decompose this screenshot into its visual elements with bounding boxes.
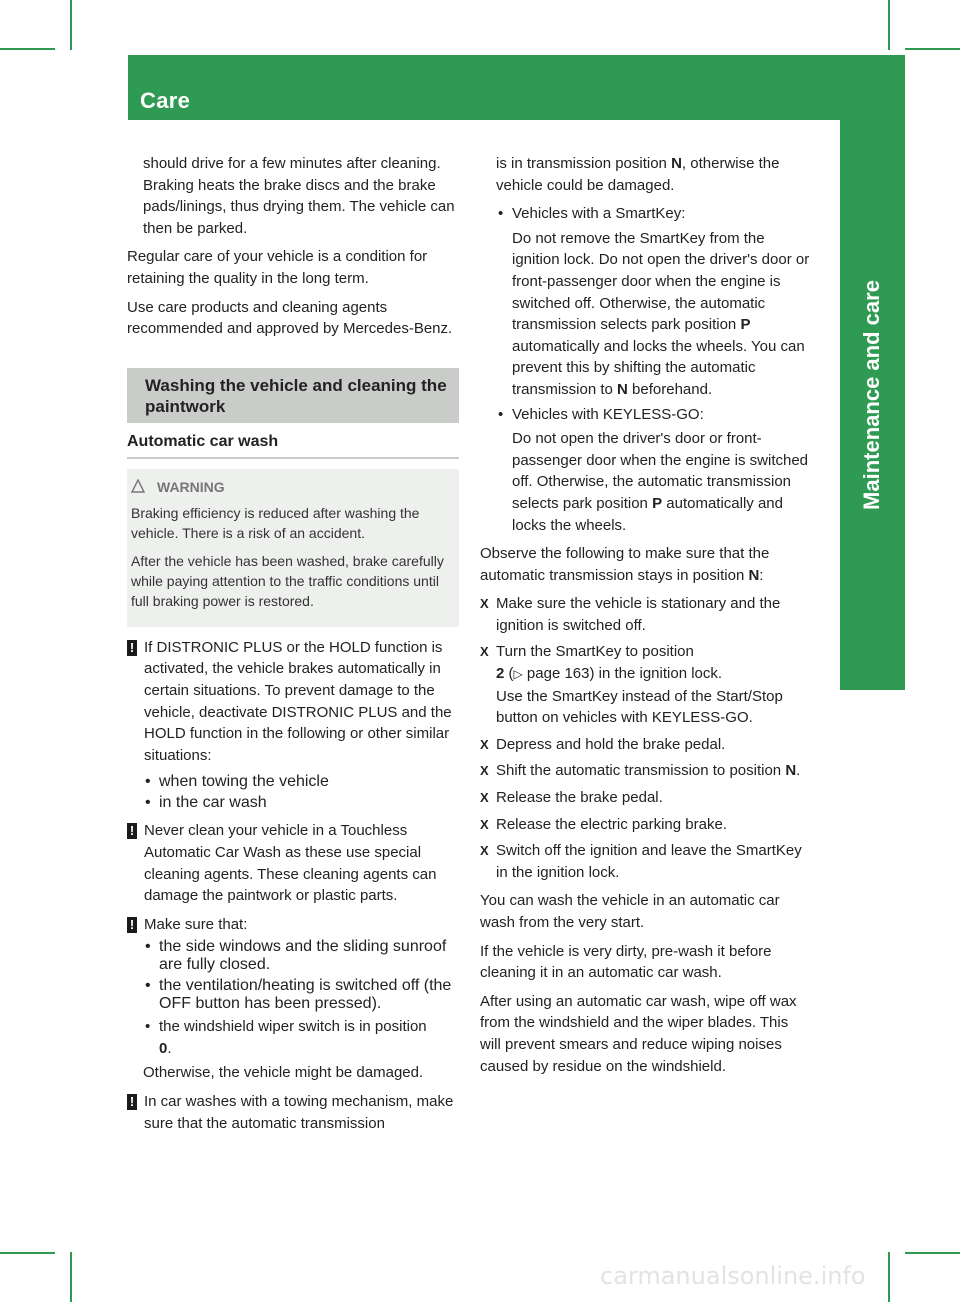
warning-triangle-icon (131, 479, 145, 493)
note-text: Otherwise, the vehicle might be damaged. (143, 1064, 424, 1082)
paragraph: Regular care of your vehicle is a condition for retaining the quality in the long term. (127, 248, 428, 287)
note-text: If DISTRONIC PLUS or the HOLD function is activated, the vehicle brakes automatically in certain situations. To prevent damage to the vehicle, deactivate DISTRONIC PLUS and the HOLD function in the following or other similar situations: (144, 638, 452, 764)
header-separator (125, 55, 128, 120)
crop-mark (888, 0, 890, 50)
exclamation-note-icon: ! (127, 1094, 137, 1110)
warning-label: WARNING (157, 478, 225, 495)
exclamation-note-icon: ! (127, 640, 137, 656)
step-arrow-icon: X (480, 736, 489, 752)
section-heading: Washing the vehicle and cleaning the paintwork (127, 368, 459, 423)
crop-mark (70, 0, 72, 50)
instruction-step: X Turn the SmartKey to position 2 (▷ page 163) in the ignition lock. Use the SmartKey instead of the Start/Stop button on vehicles with KEYLESS-GO. (480, 643, 783, 727)
warning-text: Braking efficiency is reduced after washing the vehicle. There is a risk of an accident. (131, 504, 420, 541)
page-ref-arrow-icon: ▷ (513, 667, 523, 682)
list-item-text: Do not open the driver's door or front-passenger door when the engine is switched off. Otherwise, the automatic transmission selects park position P automatically and locks the wheels. (512, 430, 809, 534)
note (127, 1091, 459, 1134)
header-bar (127, 55, 905, 120)
paragraph: Observe the following to make sure that the automatic transmission stays in position N: (480, 545, 770, 584)
step-arrow-icon: X (480, 596, 489, 612)
step-arrow-icon: X (480, 790, 489, 806)
exclamation-note-icon: ! (127, 823, 137, 839)
paragraph: You can wash the vehicle in an automatic car wash from the very start. (480, 892, 780, 931)
warning-text: After the vehicle has been washed, brake carefully while paying attention to the traffic conditions until full braking power is restored. (131, 552, 444, 609)
instruction-step: X Depress and hold the brake pedal. (480, 734, 813, 756)
exclamation-note-icon: ! (127, 917, 137, 933)
crop-mark (0, 48, 55, 50)
crop-mark (888, 1252, 890, 1302)
list-item: • the windshield wiper switch is in position 0. (145, 1018, 427, 1057)
crop-mark (0, 1252, 55, 1254)
warning-title (131, 479, 451, 495)
note (127, 914, 459, 936)
watermark: carmanualsonline.info (600, 1262, 866, 1290)
instruction-step: X Switch off the ignition and leave the SmartKey in the ignition lock. (480, 842, 802, 881)
subheading: Automatic car wash (127, 433, 459, 459)
instruction-step: X Shift the automatic transmission to position N. (480, 760, 813, 782)
side-tab-label: Maintenance and care (859, 280, 884, 510)
note (127, 820, 459, 906)
instruction-step: X Release the brake pedal. (480, 787, 813, 809)
list-item: • Vehicles with a SmartKey: (498, 205, 686, 223)
instruction-step: X Make sure the vehicle is stationary and the ignition is switched off. (480, 595, 781, 634)
paragraph: After using an automatic car wash, wipe off wax from the windshield and the wiper blades. This will prevent smears and reduce wiping noises caused by residue on the windshield. (480, 992, 797, 1075)
instruction-step: X Release the electric parking brake. (480, 814, 813, 836)
intro-continuation: should drive for a few minutes after cleaning. Braking heats the brake discs and the brake pads/linings, thus drying them. The vehicle can then be parked. (143, 155, 455, 237)
list-item: • the ventilation/heating is switched off (the OFF button has been pressed). (145, 977, 452, 1013)
note-continuation: is in transmission position N, otherwise the vehicle could be damaged. (496, 155, 780, 194)
step-arrow-icon: X (480, 816, 489, 832)
list-item: • Vehicles with KEYLESS-GO: (498, 405, 704, 423)
crop-mark (70, 1252, 72, 1302)
step-arrow-icon: X (480, 843, 489, 859)
list-item: • the side windows and the sliding sunroof are fully closed. (145, 938, 447, 974)
list-item: • when towing the vehicle (145, 773, 329, 791)
step-arrow-icon: X (480, 763, 489, 779)
note-text: Never clean your vehicle in a Touchless Automatic Car Wash as these use special cleaning agents. These cleaning agents can damage the paintwork or plastic parts. (144, 822, 437, 905)
right-column (480, 153, 813, 1084)
left-column (127, 153, 459, 1141)
paragraph: If the vehicle is very dirty, pre-wash it before cleaning it in an automatic car wash. (480, 942, 772, 982)
crop-mark (905, 48, 960, 50)
crop-mark (905, 1252, 960, 1254)
warning-box (127, 469, 459, 627)
note-text: In car washes with a towing mechanism, make sure that the automatic transmission (144, 1093, 454, 1132)
note (127, 637, 459, 767)
list-item-text: Do not remove the SmartKey from the ignition lock. Do not open the driver's door or front-passenger door when the engine is switched off. Otherwise, the automatic transmission selects park position P automatically and locks the wheels. You can prevent this by shifting the automatic transmission to N beforehand. (512, 229, 810, 398)
paragraph: Use care products and cleaning agents recommended and approved by Mercedes-Benz. (127, 298, 453, 338)
step-arrow-icon: X (480, 644, 489, 660)
note-text: Make sure that: (144, 915, 248, 933)
page-number: 372 (93, 90, 124, 110)
list-item: • in the car wash (145, 794, 267, 812)
chapter-title: Care (140, 88, 191, 113)
